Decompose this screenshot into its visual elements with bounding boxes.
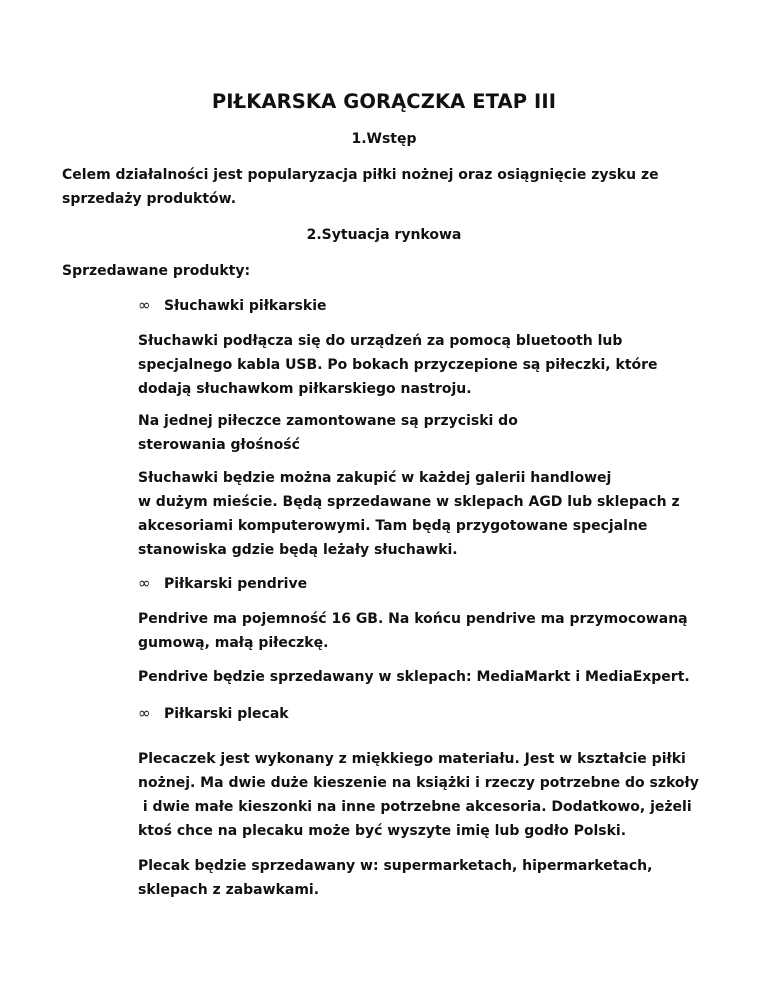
paragraph-line: ktoś chce na plecaku może być wyszyte imię lub godło Polski.	[138, 823, 627, 839]
products-intro: Sprzedawane produkty:	[62, 263, 251, 279]
infinity-bullet-icon: ∞	[138, 704, 151, 722]
intro-line-2: sprzedaży produktów.	[62, 191, 237, 207]
paragraph-line: Słuchawki będzie można zakupić w każdej galerii handlowej	[138, 470, 612, 486]
product-name: Piłkarski plecak	[164, 706, 289, 722]
paragraph-line: specjalnego kabla USB. Po bokach przyczepione są piłeczki, które	[138, 357, 658, 373]
intro-line-1: Celem działalności jest popularyzacja piłki nożnej oraz osiągnięcie zysku ze	[62, 167, 659, 183]
product-name: Słuchawki piłkarskie	[164, 298, 327, 314]
paragraph-line: w dużym mieście. Będą sprzedawane w sklepach AGD lub sklepach z	[138, 494, 680, 510]
section-heading-intro: 1.Wstęp	[351, 131, 417, 147]
document-title: PIŁKARSKA GORĄCZKA ETAP III	[211, 90, 557, 113]
paragraph-line: nożnej. Ma dwie duże kieszenie na książki i rzeczy potrzebne do szkoły	[138, 775, 699, 791]
paragraph-line: Plecaczek jest wykonany z miękkiego materiału. Jest w kształcie piłki	[138, 751, 686, 767]
paragraph-line: Na jednej piłeczce zamontowane są przyciski do	[138, 413, 518, 429]
paragraph-line: stanowiska gdzie będą leżały słuchawki.	[138, 542, 458, 558]
paragraph-line: Słuchawki podłącza się do urządzeń za pomocą bluetooth lub	[138, 333, 623, 349]
paragraph-line: i dwie małe kieszonki na inne potrzebne akcesoria. Dodatkowo, jeżeli	[138, 799, 692, 815]
product-name: Piłkarski pendrive	[164, 576, 308, 592]
product-item-pendrive	[138, 572, 307, 595]
paragraph-line: gumową, małą piłeczkę.	[138, 635, 329, 651]
paragraph-line: akcesoriami komputerowymi. Tam będą przygotowane specjalne	[138, 518, 648, 534]
paragraph-line: sterowania głośność	[138, 437, 300, 453]
product-item-backpack	[138, 702, 289, 725]
paragraph-line: Pendrive ma pojemność 16 GB. Na końcu pendrive ma przymocowaną	[138, 611, 688, 627]
paragraph-line: Plecak będzie sprzedawany w: supermarketach, hipermarketach,	[138, 858, 653, 874]
paragraph-line: dodają słuchawkom piłkarskiego nastroju.	[138, 381, 472, 397]
infinity-bullet-icon: ∞	[138, 296, 151, 314]
section-heading-market: 2.Sytuacja rynkowa	[306, 227, 462, 243]
paragraph-line: sklepach z zabawkami.	[138, 882, 320, 898]
infinity-bullet-icon: ∞	[138, 574, 151, 592]
paragraph-line: Pendrive będzie sprzedawany w sklepach: MediaMarkt i MediaExpert.	[138, 669, 690, 685]
product-item-headphones	[138, 294, 327, 317]
